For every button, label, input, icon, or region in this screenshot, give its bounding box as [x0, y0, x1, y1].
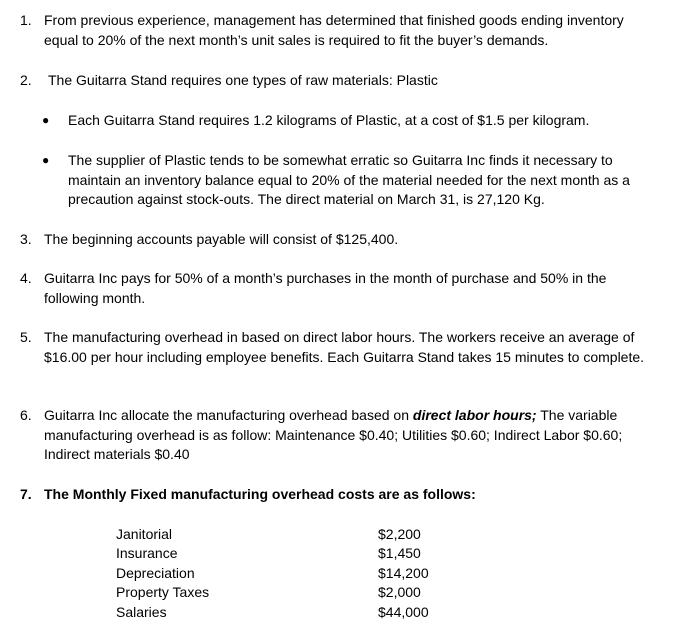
- item-number: 1.: [20, 12, 32, 28]
- item-text: [44, 406, 659, 465]
- item-text: The Guitarra Stand requires one types of raw materials: Plastic: [48, 72, 438, 88]
- item-text: The Monthly Fixed manufacturing overhead costs are as follows:: [44, 486, 476, 502]
- bullet-icon: ●: [42, 113, 50, 127]
- cost-value: $2,200: [378, 526, 421, 542]
- item-text-before: Guitarra Inc allocate the manufacturing overhead based on: [44, 407, 413, 423]
- item-text: The beginning accounts payable will consist of $125,400.: [44, 231, 399, 247]
- cost-row: [0, 564, 679, 583]
- item-text-after: The variable manufacturing overhead is as follow: Maintenance $0.40; Utilities $0.60; Indirect Labor $0.60; Indirect materials $0.40: [44, 407, 623, 462]
- item-number: 3.: [20, 231, 32, 247]
- cost-value: $14,200: [378, 565, 429, 581]
- item-text: From previous experience, management has determined that finished goods ending inventory equal to 20% of the next month’s unit sales is required to fit the buyer’s demands.: [44, 12, 624, 48]
- bullet-text: The supplier of Plastic tends to be somewhat erratic so Guitarra Inc finds it necessary to maintain an inventory balance equal to 20% of the material needed for the next month as a precaution against stock-outs. The direct material on March 31, is 27,120 Kg.: [68, 152, 630, 207]
- cost-label: Property Taxes: [116, 584, 210, 600]
- cost-label: Depreciation: [116, 565, 195, 581]
- cost-row: [0, 525, 679, 544]
- bullet-icon: ●: [42, 153, 50, 167]
- cost-row: [0, 603, 679, 622]
- item-number: 2.: [20, 72, 32, 88]
- item-text-emphasis: direct labor hours;: [412, 407, 537, 423]
- item-text: The manufacturing overhead in based on direct labor hours. The workers receive an average of $16.00 per hour including employee benefits. Each Guitarra Stand takes 15 minutes to complete.: [44, 329, 645, 365]
- cost-label: Insurance: [116, 545, 178, 561]
- cost-label: Janitorial: [116, 526, 173, 542]
- cost-row: [0, 544, 679, 563]
- cost-label: Salaries: [116, 604, 167, 620]
- cost-value: $1,450: [378, 545, 421, 561]
- item-text: Guitarra Inc pays for 50% of a month’s purchases in the month of purchase and 50% in the following month.: [44, 270, 607, 306]
- cost-value: $2,000: [378, 584, 421, 600]
- item-number: 5.: [20, 329, 32, 345]
- bullet-text: Each Guitarra Stand requires 1.2 kilograms of Plastic, at a cost of $1.5 per kilogram.: [68, 112, 590, 128]
- cost-value: $44,000: [378, 604, 429, 620]
- item-number: 7.: [20, 486, 32, 502]
- item-number: 6.: [20, 407, 32, 423]
- cost-row: [0, 583, 679, 602]
- item-number: 4.: [20, 270, 32, 286]
